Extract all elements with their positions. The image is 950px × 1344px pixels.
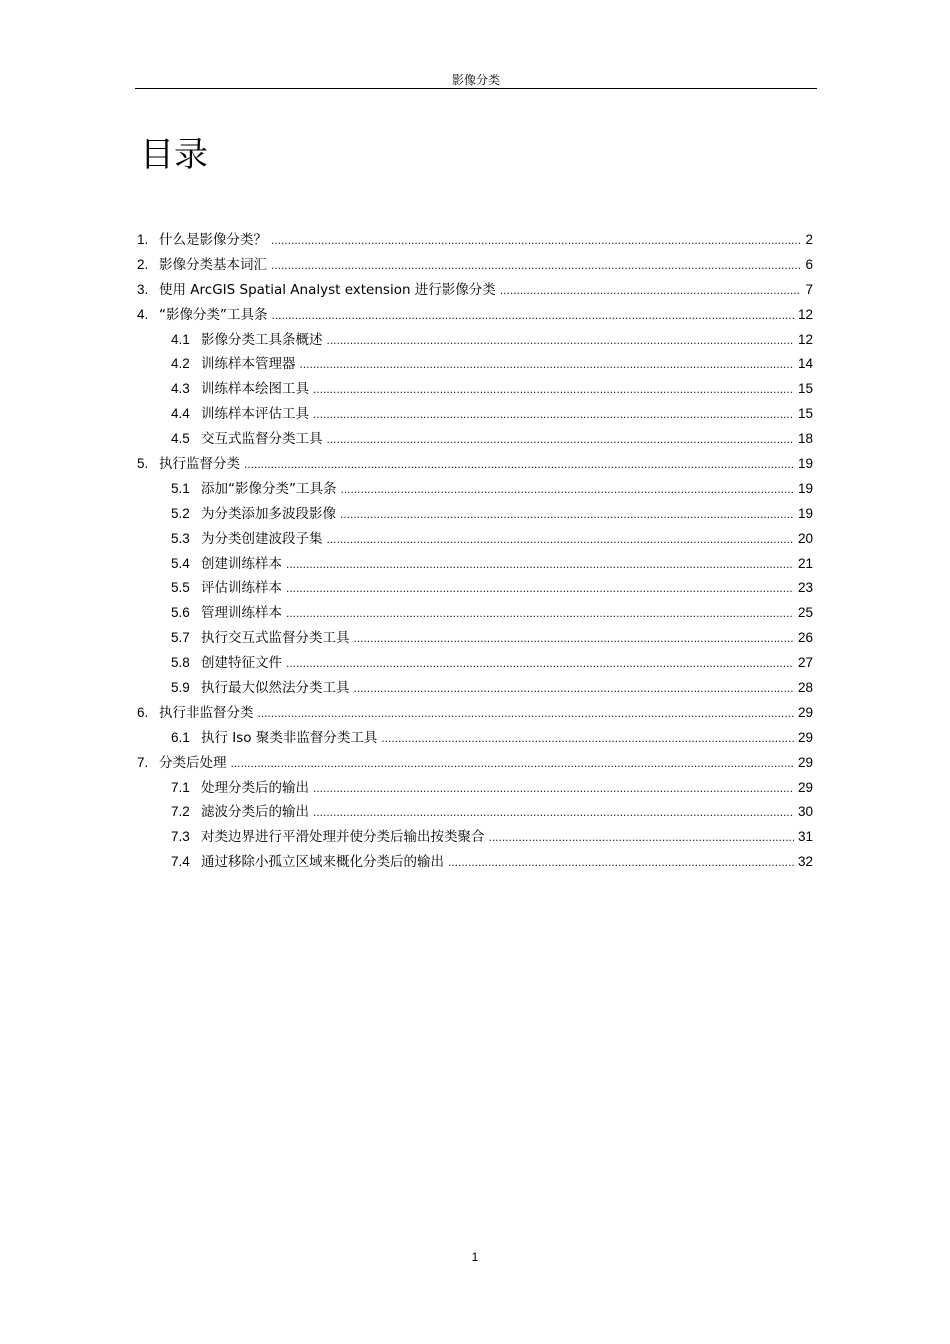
toc-entry-page: 15 <box>797 381 813 397</box>
toc-entry-label: 管理训练样本 <box>201 605 282 622</box>
toc-dot-leader <box>286 601 794 626</box>
toc-entry-page: 29 <box>797 729 813 745</box>
toc-dot-leader <box>327 527 794 552</box>
toc-entry-label: 添加“影像分类”工具条 <box>201 480 337 497</box>
toc-entry[interactable] <box>137 726 813 751</box>
toc-entry-page: 28 <box>797 680 813 696</box>
toc-entry-page: 14 <box>797 356 813 372</box>
toc-dot-leader <box>300 352 794 377</box>
toc-entry-number: 7. <box>137 754 149 770</box>
toc-entry-page: 27 <box>797 655 813 671</box>
toc-entry-page: 32 <box>797 854 813 870</box>
toc-entry-label: 执行交互式监督分类工具 <box>201 630 350 647</box>
toc-entry-page: 31 <box>797 829 813 845</box>
toc-entry[interactable] <box>137 825 813 850</box>
toc-dot-leader <box>313 800 794 825</box>
toc-dot-leader <box>381 726 794 751</box>
toc-entry[interactable] <box>137 477 813 502</box>
toc-entry[interactable] <box>137 651 813 676</box>
toc-entry[interactable] <box>137 228 813 253</box>
toc-entry[interactable] <box>137 328 813 353</box>
toc-entry[interactable] <box>137 850 813 875</box>
toc-entry-number: 5.8 <box>171 655 190 671</box>
toc-entry[interactable] <box>137 352 813 377</box>
toc-dot-leader <box>354 676 794 701</box>
toc-entry[interactable] <box>137 676 813 701</box>
toc-entry-number: 5.1 <box>171 480 190 496</box>
toc-entry-label: 分类后处理 <box>159 754 227 771</box>
toc-entry[interactable] <box>137 303 813 328</box>
toc-entry-number: 5.9 <box>171 680 190 696</box>
toc-entry-label: 影像分类工具条概述 <box>201 331 323 348</box>
toc-entry-label: 交互式监督分类工具 <box>201 431 323 448</box>
running-header: 影像分类 <box>451 73 500 87</box>
toc-entry-label: 执行 Iso 聚类非监督分类工具 <box>201 729 378 746</box>
toc-entry-page: 19 <box>797 505 813 521</box>
toc-dot-leader <box>341 477 794 502</box>
toc-entry-label: 创建特征文件 <box>201 655 282 672</box>
toc-entry[interactable] <box>137 402 813 427</box>
toc-entry[interactable] <box>137 751 813 776</box>
toc-entry-number: 7.4 <box>171 854 190 870</box>
toc-entry-label: 使用 ArcGIS Spatial Analyst extension 进行影像分类 <box>159 281 496 298</box>
toc-entry-page: 19 <box>797 480 813 496</box>
toc-entry-number: 5. <box>137 456 149 472</box>
toc-entry[interactable] <box>137 701 813 726</box>
toc-entry-page: 29 <box>797 779 813 795</box>
toc-entry-number: 5.2 <box>171 505 190 521</box>
toc-dot-leader <box>272 303 794 328</box>
toc-entry-number: 6. <box>137 704 149 720</box>
toc-dot-leader <box>340 502 794 527</box>
toc-entry-page: 18 <box>797 431 813 447</box>
toc-entry-page: 12 <box>797 331 813 347</box>
toc-entry-page: 30 <box>797 804 813 820</box>
table-of-contents <box>137 228 813 875</box>
toc-entry[interactable] <box>137 626 813 651</box>
toc-dot-leader <box>313 377 794 402</box>
toc-dot-leader <box>286 576 794 601</box>
toc-entry-number: 7.3 <box>171 829 190 845</box>
toc-dot-leader <box>313 402 794 427</box>
toc-entry-label: 通过移除小孤立区域来概化分类后的输出 <box>201 854 444 871</box>
toc-entry-number: 4.4 <box>171 406 190 422</box>
toc-entry-label: 执行监督分类 <box>159 456 240 473</box>
toc-title: 目录 <box>140 135 208 175</box>
toc-entry-page: 23 <box>797 580 813 596</box>
toc-entry-page: 26 <box>797 630 813 646</box>
toc-entry-number: 4.1 <box>171 331 190 347</box>
toc-dot-leader <box>286 552 794 577</box>
toc-entry-label: 为分类添加多波段影像 <box>201 505 336 522</box>
toc-entry-label: 训练样本绘图工具 <box>201 381 309 398</box>
toc-entry-number: 4. <box>137 306 149 322</box>
toc-entry[interactable] <box>137 776 813 801</box>
toc-entry-label: 创建训练样本 <box>201 555 282 572</box>
toc-entry[interactable] <box>137 427 813 452</box>
toc-entry-number: 7.2 <box>171 804 190 820</box>
toc-entry-label: 对类边界进行平滑处理并使分类后输出按类聚合 <box>201 829 485 846</box>
toc-entry-number: 5.6 <box>171 605 190 621</box>
toc-entry[interactable] <box>137 527 813 552</box>
toc-dot-leader <box>286 651 794 676</box>
toc-entry-page: 21 <box>797 555 813 571</box>
toc-entry-page: 19 <box>797 456 813 472</box>
header-rule <box>135 88 817 89</box>
toc-dot-leader <box>500 278 802 303</box>
toc-dot-leader <box>271 253 801 278</box>
toc-entry-number: 4.5 <box>171 431 190 447</box>
toc-entry-label: 为分类创建波段子集 <box>201 530 323 547</box>
toc-entry[interactable] <box>137 452 813 477</box>
toc-entry-label: “影像分类”工具条 <box>159 306 268 323</box>
toc-dot-leader <box>354 626 794 651</box>
toc-entry[interactable] <box>137 253 813 278</box>
toc-entry-page: 15 <box>797 406 813 422</box>
toc-entry-number: 5.3 <box>171 530 190 546</box>
toc-entry-page: 6 <box>805 256 813 272</box>
toc-dot-leader <box>489 825 794 850</box>
toc-entry-page: 12 <box>797 306 813 322</box>
toc-entry[interactable] <box>137 576 813 601</box>
toc-entry[interactable] <box>137 552 813 577</box>
toc-entry[interactable] <box>137 800 813 825</box>
toc-dot-leader <box>327 328 794 353</box>
toc-entry-page: 29 <box>797 704 813 720</box>
toc-dot-leader <box>244 452 794 477</box>
toc-entry-number: 5.7 <box>171 630 190 646</box>
toc-entry-label: 训练样本评估工具 <box>201 406 309 423</box>
toc-entry-label: 滤波分类后的输出 <box>201 804 309 821</box>
toc-entry-number: 3. <box>137 281 149 297</box>
toc-entry-number: 1. <box>137 232 149 247</box>
toc-entry[interactable] <box>137 377 813 402</box>
toc-dot-leader <box>313 776 794 801</box>
toc-entry[interactable] <box>137 278 813 303</box>
toc-entry-number: 4.2 <box>171 356 190 372</box>
toc-entry-page: 7 <box>805 281 813 297</box>
toc-entry-number: 2. <box>137 256 149 272</box>
toc-entry-label: 评估训练样本 <box>201 580 282 597</box>
toc-entry-number: 6.1 <box>171 729 190 745</box>
toc-dot-leader <box>258 701 794 726</box>
toc-entry-page: 25 <box>797 605 813 621</box>
toc-entry-label: 训练样本管理器 <box>201 356 296 373</box>
toc-entry-page: 20 <box>797 530 813 546</box>
toc-entry-page: 2 <box>805 232 813 247</box>
toc-entry-label: 影像分类基本词汇 <box>159 256 267 273</box>
toc-entry-number: 4.3 <box>171 381 190 397</box>
toc-entry-number: 5.5 <box>171 580 190 596</box>
toc-entry-label: 什么是影像分类？ <box>159 232 267 248</box>
toc-entry-page: 29 <box>797 754 813 770</box>
toc-dot-leader <box>448 850 794 875</box>
toc-entry-label: 执行最大似然法分类工具 <box>201 680 350 697</box>
toc-entry[interactable] <box>137 502 813 527</box>
toc-entry-label: 处理分类后的输出 <box>201 779 309 796</box>
toc-entry[interactable] <box>137 601 813 626</box>
toc-entry-number: 5.4 <box>171 555 190 571</box>
page-number: 1 <box>471 1250 479 1264</box>
toc-dot-leader <box>271 228 801 253</box>
toc-entry-label: 执行非监督分类 <box>159 704 254 721</box>
toc-dot-leader <box>327 427 794 452</box>
toc-dot-leader <box>231 751 794 776</box>
toc-entry-number: 7.1 <box>171 779 190 795</box>
